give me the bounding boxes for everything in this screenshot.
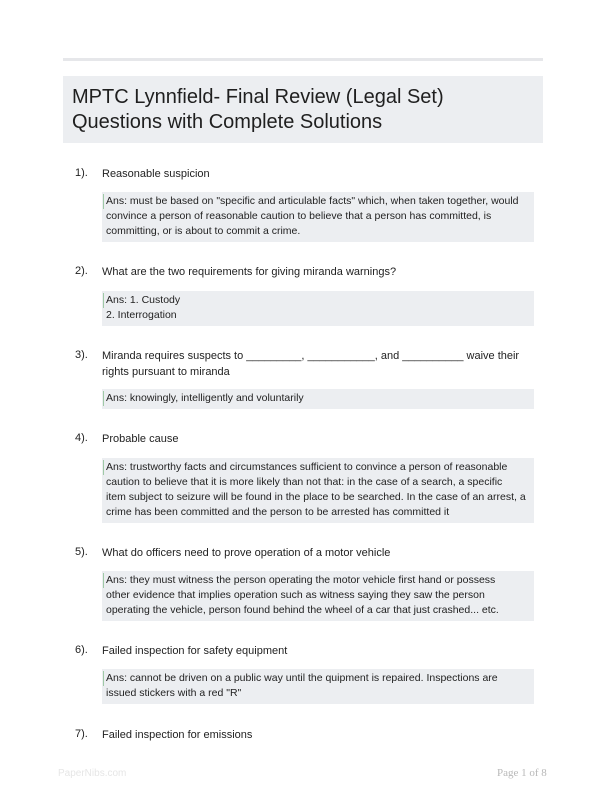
question-6 xyxy=(75,643,535,659)
question-3 xyxy=(75,348,535,380)
answer-line: Ans: knowingly, intelligently and voluntarily xyxy=(103,391,530,406)
answer-line: operating the vehicle, person found behind the wheel of a car that just crashed... etc. xyxy=(106,604,499,616)
top-divider xyxy=(63,58,543,61)
question-5 xyxy=(75,545,535,561)
answer-2 xyxy=(102,291,534,326)
question-number: 6). xyxy=(75,644,88,656)
question-text: Failed inspection for safety equipment xyxy=(102,645,288,657)
question-text: What are the two requirements for giving miranda warnings? xyxy=(102,266,397,278)
question-7 xyxy=(75,727,535,743)
page-title-line-1: MPTC Lynnfield- Final Review (Legal Set) xyxy=(72,86,444,108)
answer-line: item subject to seizure will be found in the place to be searched. In the case of an arrest, a xyxy=(106,491,526,503)
answer-line: 2. Interrogation xyxy=(106,309,177,321)
answer-line: issued stickers with a red "R" xyxy=(106,687,242,699)
answer-line: Ans: trustworthy facts and circumstances sufficient to convince a person of reasonable xyxy=(103,460,530,475)
title-banner xyxy=(63,76,543,143)
question-number: 1). xyxy=(75,167,88,179)
question-1 xyxy=(75,166,535,182)
answer-line: Ans: 1. Custody xyxy=(103,293,530,308)
answer-line: Ans: cannot be driven on a public way until the quipment is repaired. Inspections are xyxy=(103,671,530,686)
question-number: 2). xyxy=(75,265,88,277)
answer-line: Ans: must be based on "specific and articulable facts" which, when taken together, would xyxy=(103,194,530,209)
answer-line: other evidence that implies operation such as witness saying they saw the person xyxy=(106,589,485,601)
answer-line: convince a person of reasonable caution to believe that a person has committed, is xyxy=(106,210,492,222)
question-text: Reasonable suspicion xyxy=(102,168,210,180)
answer-5 xyxy=(102,571,534,621)
footer-watermark: PaperNibs.com xyxy=(58,768,127,779)
answer-line: committing, or is about to commit a crime. xyxy=(106,225,301,237)
question-2 xyxy=(75,264,535,280)
answer-line: caution to believe that it is more likely than not that: in the case of a search, a specific xyxy=(106,476,503,488)
answer-6 xyxy=(102,669,534,704)
answer-line: crime has been committed and the person to be arrested has committed it xyxy=(106,506,450,518)
answer-3 xyxy=(102,389,534,409)
page-indicator: Page 1 of 8 xyxy=(497,767,547,779)
question-text: What do officers need to prove operation of a motor vehicle xyxy=(102,547,391,559)
answer-line: Ans: they must witness the person operating the motor vehicle first hand or possess xyxy=(103,573,530,588)
question-number: 3). xyxy=(75,349,88,361)
question-number: 4). xyxy=(75,432,88,444)
question-4 xyxy=(75,431,535,447)
question-number: 5). xyxy=(75,546,88,558)
question-text: Failed inspection for emissions xyxy=(102,729,253,741)
page-title-line-2: Questions with Complete Solutions xyxy=(72,111,383,133)
answer-1 xyxy=(102,192,534,242)
question-number: 7). xyxy=(75,728,88,740)
question-text: Miranda requires suspects to _________, ___________, and __________ waive their rights pursuant to miranda xyxy=(102,350,520,378)
answer-4 xyxy=(102,458,534,523)
question-text: Probable cause xyxy=(102,433,179,445)
